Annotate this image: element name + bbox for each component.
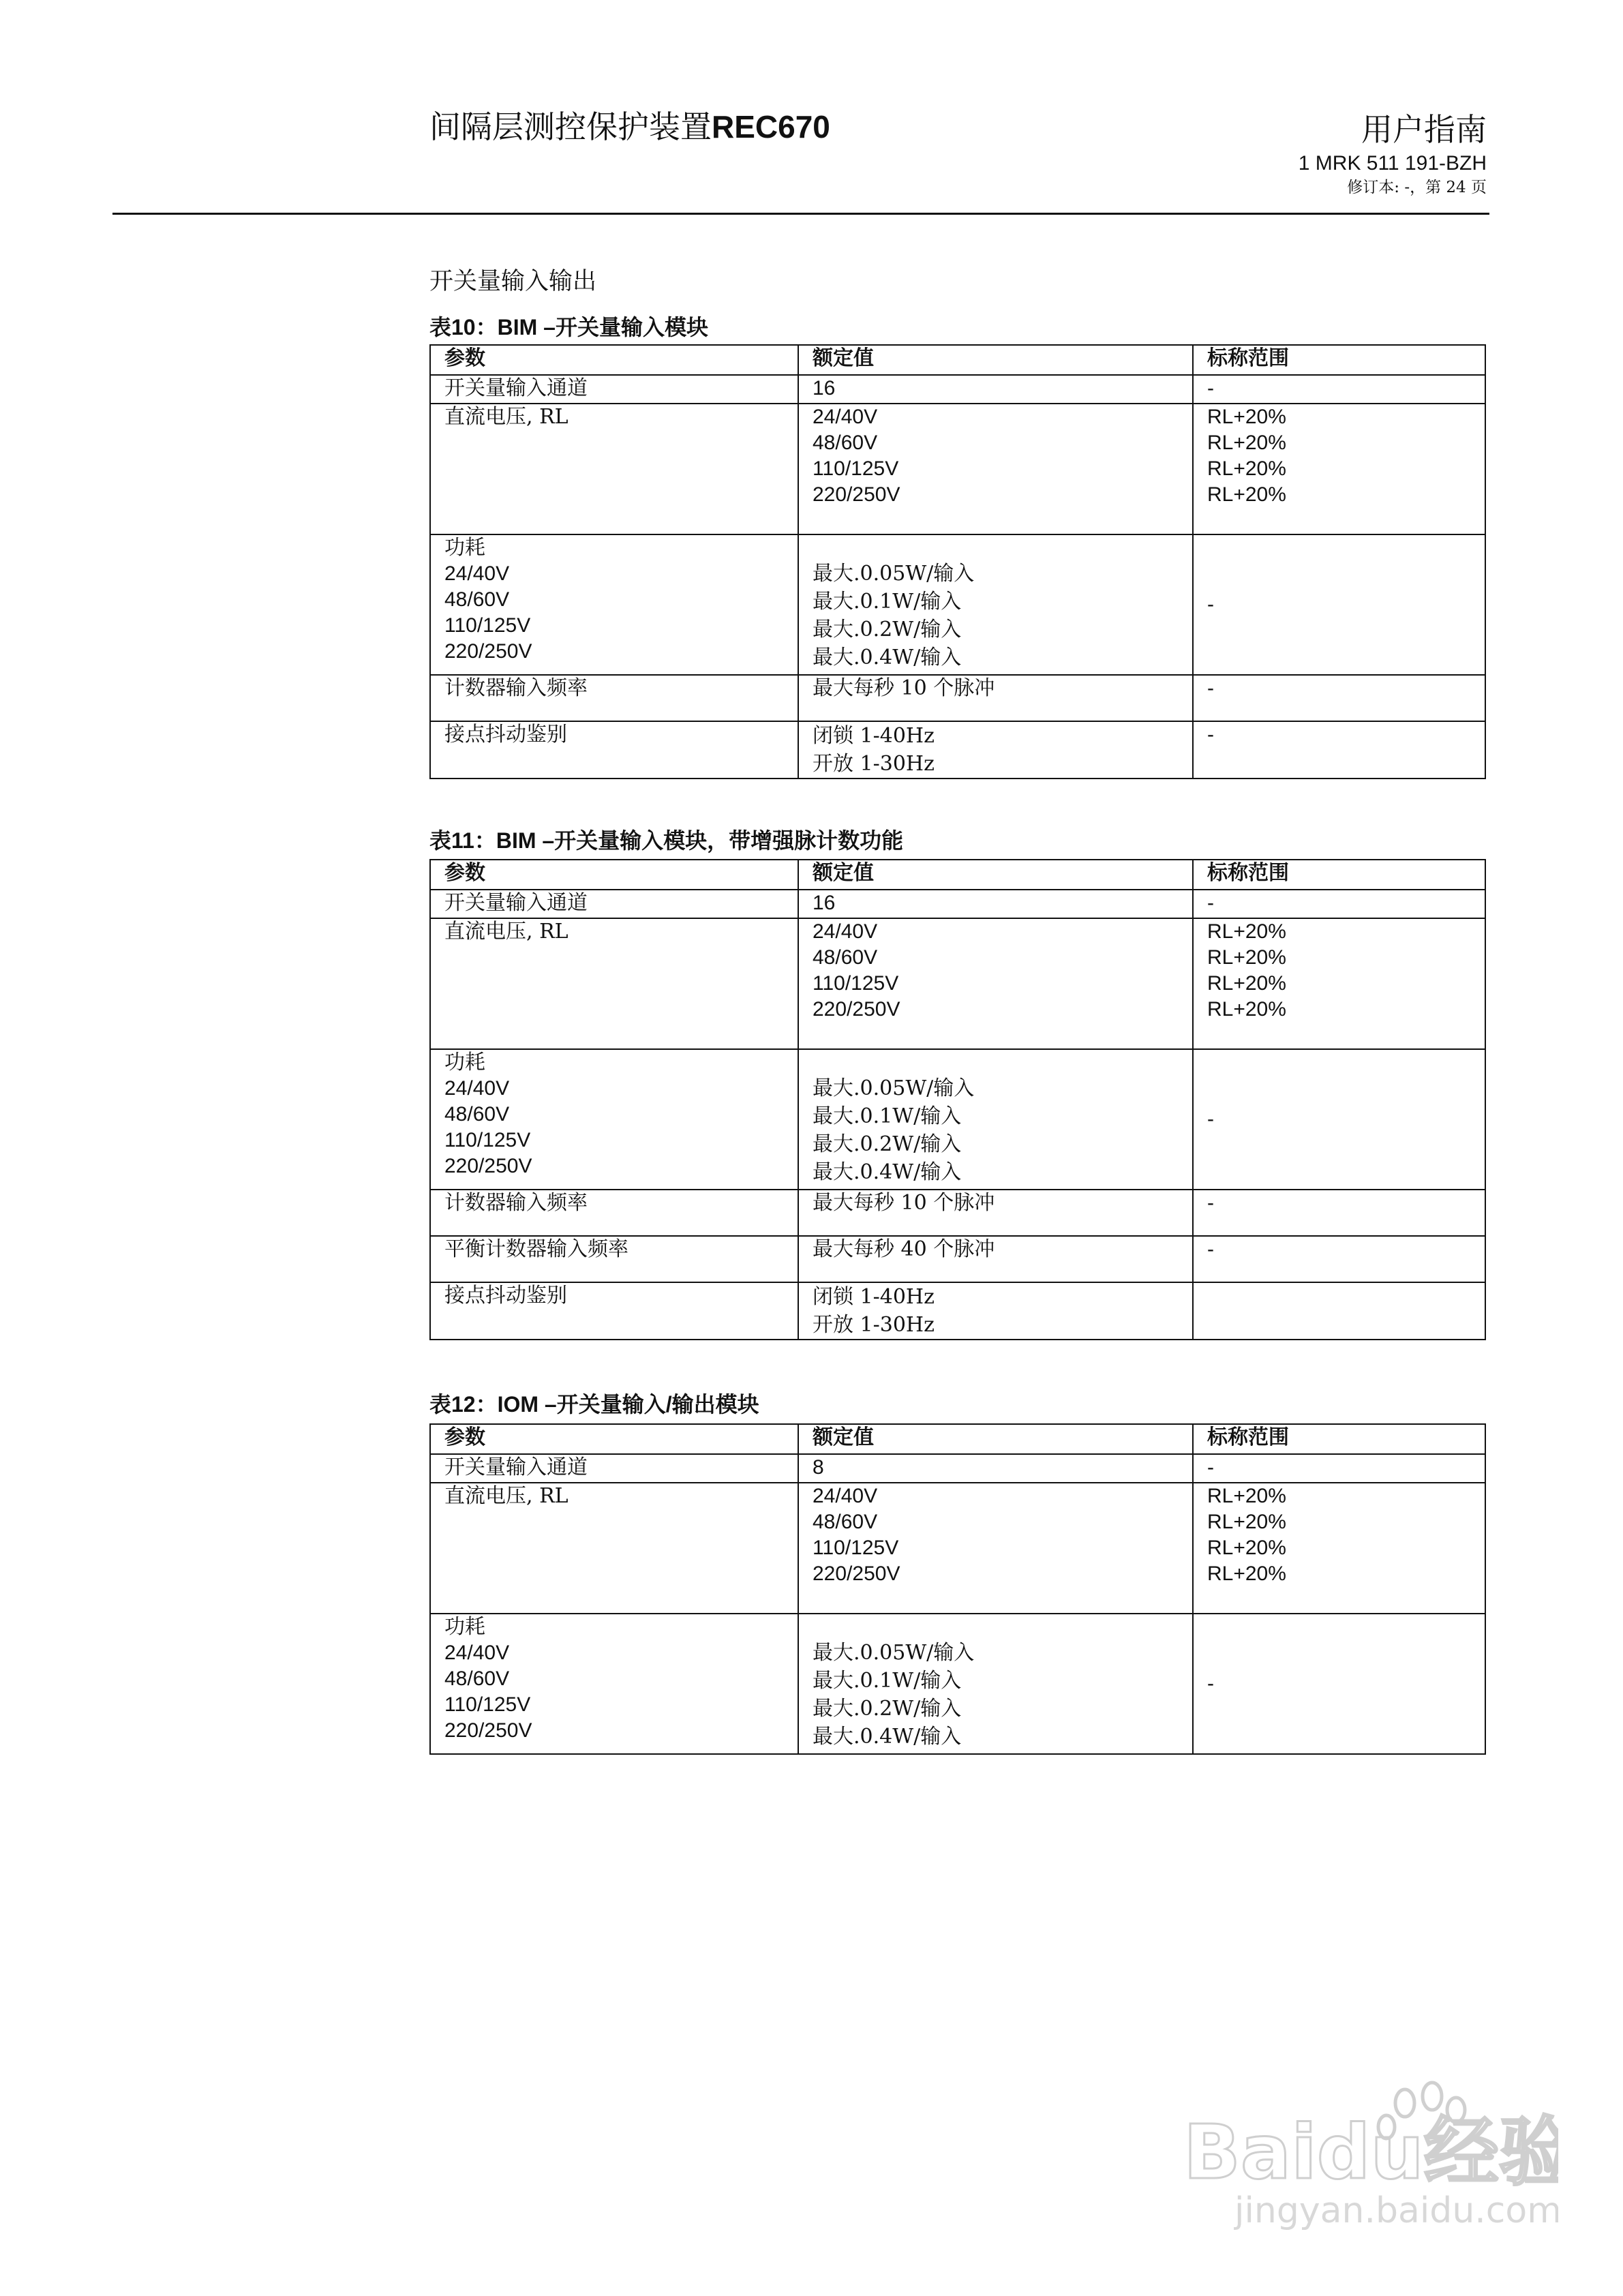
table-header-row [430, 1424, 1485, 1454]
cell-param: 开关量输入通道 [430, 890, 798, 918]
header-range: 标称范围 [1193, 345, 1485, 375]
cell-param: 计数器输入频率 [430, 675, 798, 721]
table-row [430, 675, 1485, 721]
cell-param [430, 1614, 798, 1754]
param-line: 24/40V [444, 562, 510, 585]
value-line: 110/125V [813, 972, 899, 995]
table12-caption: 表12：IOM –开关量输入/输出模块 [429, 1392, 759, 1417]
header-rated: 额定值 [798, 860, 1193, 890]
cell-value [798, 534, 1193, 675]
cell-param [430, 1049, 798, 1190]
cell-value [798, 1483, 1193, 1614]
value-line: 最大.0.05W/输入 [813, 1076, 975, 1100]
document-title [429, 102, 830, 147]
cell-param: 直流电压, RL [430, 1483, 798, 1614]
value-line: 开放 1-30Hz [813, 1313, 935, 1337]
table-row [430, 918, 1485, 1049]
cell-value [798, 1282, 1193, 1340]
value-line: 最大.0.4W/输入 [813, 1160, 962, 1184]
value-line: 最大.0.1W/输入 [813, 590, 962, 614]
range-line: RL+20% [1207, 998, 1286, 1021]
param-line: 110/125V [444, 1129, 531, 1151]
range-line: RL+20% [1207, 1511, 1286, 1533]
cell-range: - [1193, 534, 1485, 675]
header-param: 参数 [430, 860, 798, 890]
cell-range [1193, 1483, 1485, 1614]
cell-param: 开关量输入通道 [430, 375, 798, 404]
watermark-brand: Baidu经验 [1183, 2109, 1558, 2196]
cell-range: - [1193, 1614, 1485, 1754]
header-param: 参数 [430, 1424, 798, 1454]
value-line: 24/40V [813, 1485, 878, 1507]
cell-range: - [1193, 1454, 1485, 1483]
model-name: REC670 [712, 109, 830, 145]
cell-value: 最大每秒 10 个脉冲 [798, 1190, 1193, 1236]
cell-param: 计数器输入频率 [430, 1190, 798, 1236]
header-range: 标称范围 [1193, 1424, 1485, 1454]
value-line: 110/125V [813, 457, 899, 480]
table-row [430, 1049, 1485, 1190]
range-line: RL+20% [1207, 920, 1286, 943]
value-line: 最大.0.2W/输入 [813, 1697, 962, 1721]
value-line: 最大.0.2W/输入 [813, 618, 962, 641]
range-line: RL+20% [1207, 1485, 1286, 1507]
range-line: RL+20% [1207, 1537, 1286, 1559]
cell-value: 最大每秒 10 个脉冲 [798, 675, 1193, 721]
value-line: 最大.0.4W/输入 [813, 646, 962, 669]
cell-param [430, 534, 798, 675]
cell-value: 16 [798, 375, 1193, 404]
baidu-watermark [1170, 2076, 1558, 2233]
range-line: RL+20% [1207, 1562, 1286, 1585]
param-line: 48/60V [444, 1667, 510, 1690]
param-line: 110/125V [444, 1693, 531, 1716]
table-row [430, 1282, 1485, 1340]
section-title: 开关量输入输出 [429, 268, 597, 295]
header-range: 标称范围 [1193, 860, 1485, 890]
value-line: 220/250V [813, 998, 900, 1021]
table-row [430, 1190, 1485, 1236]
table-row [430, 890, 1485, 918]
range-line: RL+20% [1207, 972, 1286, 995]
param-line: 48/60V [444, 1103, 510, 1126]
value-line: 24/40V [813, 406, 878, 428]
value-line: 最大.0.05W/输入 [813, 1641, 975, 1665]
table-row [430, 404, 1485, 534]
cell-value: 16 [798, 890, 1193, 918]
watermark-url: jingyan.baidu.com [1234, 2190, 1558, 2231]
cell-value [798, 918, 1193, 1049]
value-line: 闭锁 1-40Hz [813, 1285, 935, 1309]
range-line: RL+20% [1207, 406, 1286, 428]
table-row [430, 1236, 1485, 1282]
param-line: 110/125V [444, 614, 531, 637]
param-line: 220/250V [444, 640, 532, 663]
cell-param: 接点抖动鉴别 [430, 1282, 798, 1340]
cell-range: - [1193, 675, 1485, 721]
range-line: RL+20% [1207, 946, 1286, 969]
header-divider [112, 213, 1489, 215]
header-param: 参数 [430, 345, 798, 375]
cell-value [798, 721, 1193, 779]
param-line: 功耗 [444, 1051, 485, 1074]
table-row [430, 375, 1485, 404]
value-line: 110/125V [813, 1537, 899, 1559]
param-line: 24/40V [444, 1642, 510, 1664]
value-line: 220/250V [813, 1562, 900, 1585]
cell-value [798, 404, 1193, 534]
param-line: 220/250V [444, 1719, 532, 1742]
param-line: 48/60V [444, 588, 510, 611]
header-rated: 额定值 [798, 1424, 1193, 1454]
table-row [430, 1454, 1485, 1483]
table11 [429, 859, 1486, 1340]
cell-param: 直流电压, RL [430, 404, 798, 534]
table-row [430, 1483, 1485, 1614]
table-row [430, 1614, 1485, 1754]
value-line: 220/250V [813, 483, 900, 506]
cell-range [1193, 918, 1485, 1049]
value-line: 开放 1-30Hz [813, 752, 935, 776]
cell-range [1193, 1282, 1485, 1340]
value-line: 最大.0.2W/输入 [813, 1132, 962, 1156]
value-line: 闭锁 1-40Hz [813, 724, 935, 748]
value-line: 48/60V [813, 432, 878, 454]
header-right [1299, 109, 1487, 198]
doc-number: 1 MRK 511 191-BZH [1298, 152, 1487, 175]
cell-value: 8 [798, 1454, 1193, 1483]
value-line: 最大.0.4W/输入 [813, 1725, 962, 1749]
baidu-paw-logo [1170, 2076, 1558, 2233]
param-line: 功耗 [444, 1615, 485, 1639]
param-line: 24/40V [444, 1077, 510, 1100]
cell-range: - [1193, 1236, 1485, 1282]
revision-page: 修订本: -，第 24 页 [1347, 179, 1487, 196]
range-line: RL+20% [1207, 457, 1286, 480]
cell-param: 接点抖动鉴别 [430, 721, 798, 779]
range-line: RL+20% [1207, 432, 1286, 454]
cell-range [1193, 404, 1485, 534]
table10-caption: 表10：BIM –开关量输入模块 [429, 315, 708, 339]
table-header-row [430, 345, 1485, 375]
value-line: 最大.0.1W/输入 [813, 1104, 962, 1128]
cell-range: - [1193, 1049, 1485, 1190]
title-text: 间隔层测控保护装置 [429, 108, 712, 145]
value-line: 最大.0.1W/输入 [813, 1669, 962, 1693]
range-line: RL+20% [1207, 483, 1286, 506]
cell-param: 开关量输入通道 [430, 1454, 798, 1483]
value-line: 最大.0.05W/输入 [813, 562, 975, 586]
cell-range: - [1193, 721, 1485, 779]
cell-param: 平衡计数器输入频率 [430, 1236, 798, 1282]
cell-range: - [1193, 1190, 1485, 1236]
table10 [429, 344, 1486, 779]
cell-range: - [1193, 890, 1485, 918]
header-rated: 额定值 [798, 345, 1193, 375]
table-header-row [430, 860, 1485, 890]
cell-value: 最大每秒 40 个脉冲 [798, 1236, 1193, 1282]
value-line: 48/60V [813, 946, 878, 969]
table-row [430, 534, 1485, 675]
table12 [429, 1423, 1486, 1755]
cell-value [798, 1614, 1193, 1754]
value-line: 24/40V [813, 920, 878, 943]
value-line: 48/60V [813, 1511, 878, 1533]
cell-param: 直流电压, RL [430, 918, 798, 1049]
table11-caption: 表11：BIM –开关量输入模块，带增强脉计数功能 [429, 828, 904, 853]
param-line: 220/250V [444, 1155, 532, 1177]
table-row [430, 721, 1485, 779]
param-line: 功耗 [444, 536, 485, 560]
guide-label: 用户指南 [1361, 111, 1487, 148]
cell-value [798, 1049, 1193, 1190]
cell-range: - [1193, 375, 1485, 404]
